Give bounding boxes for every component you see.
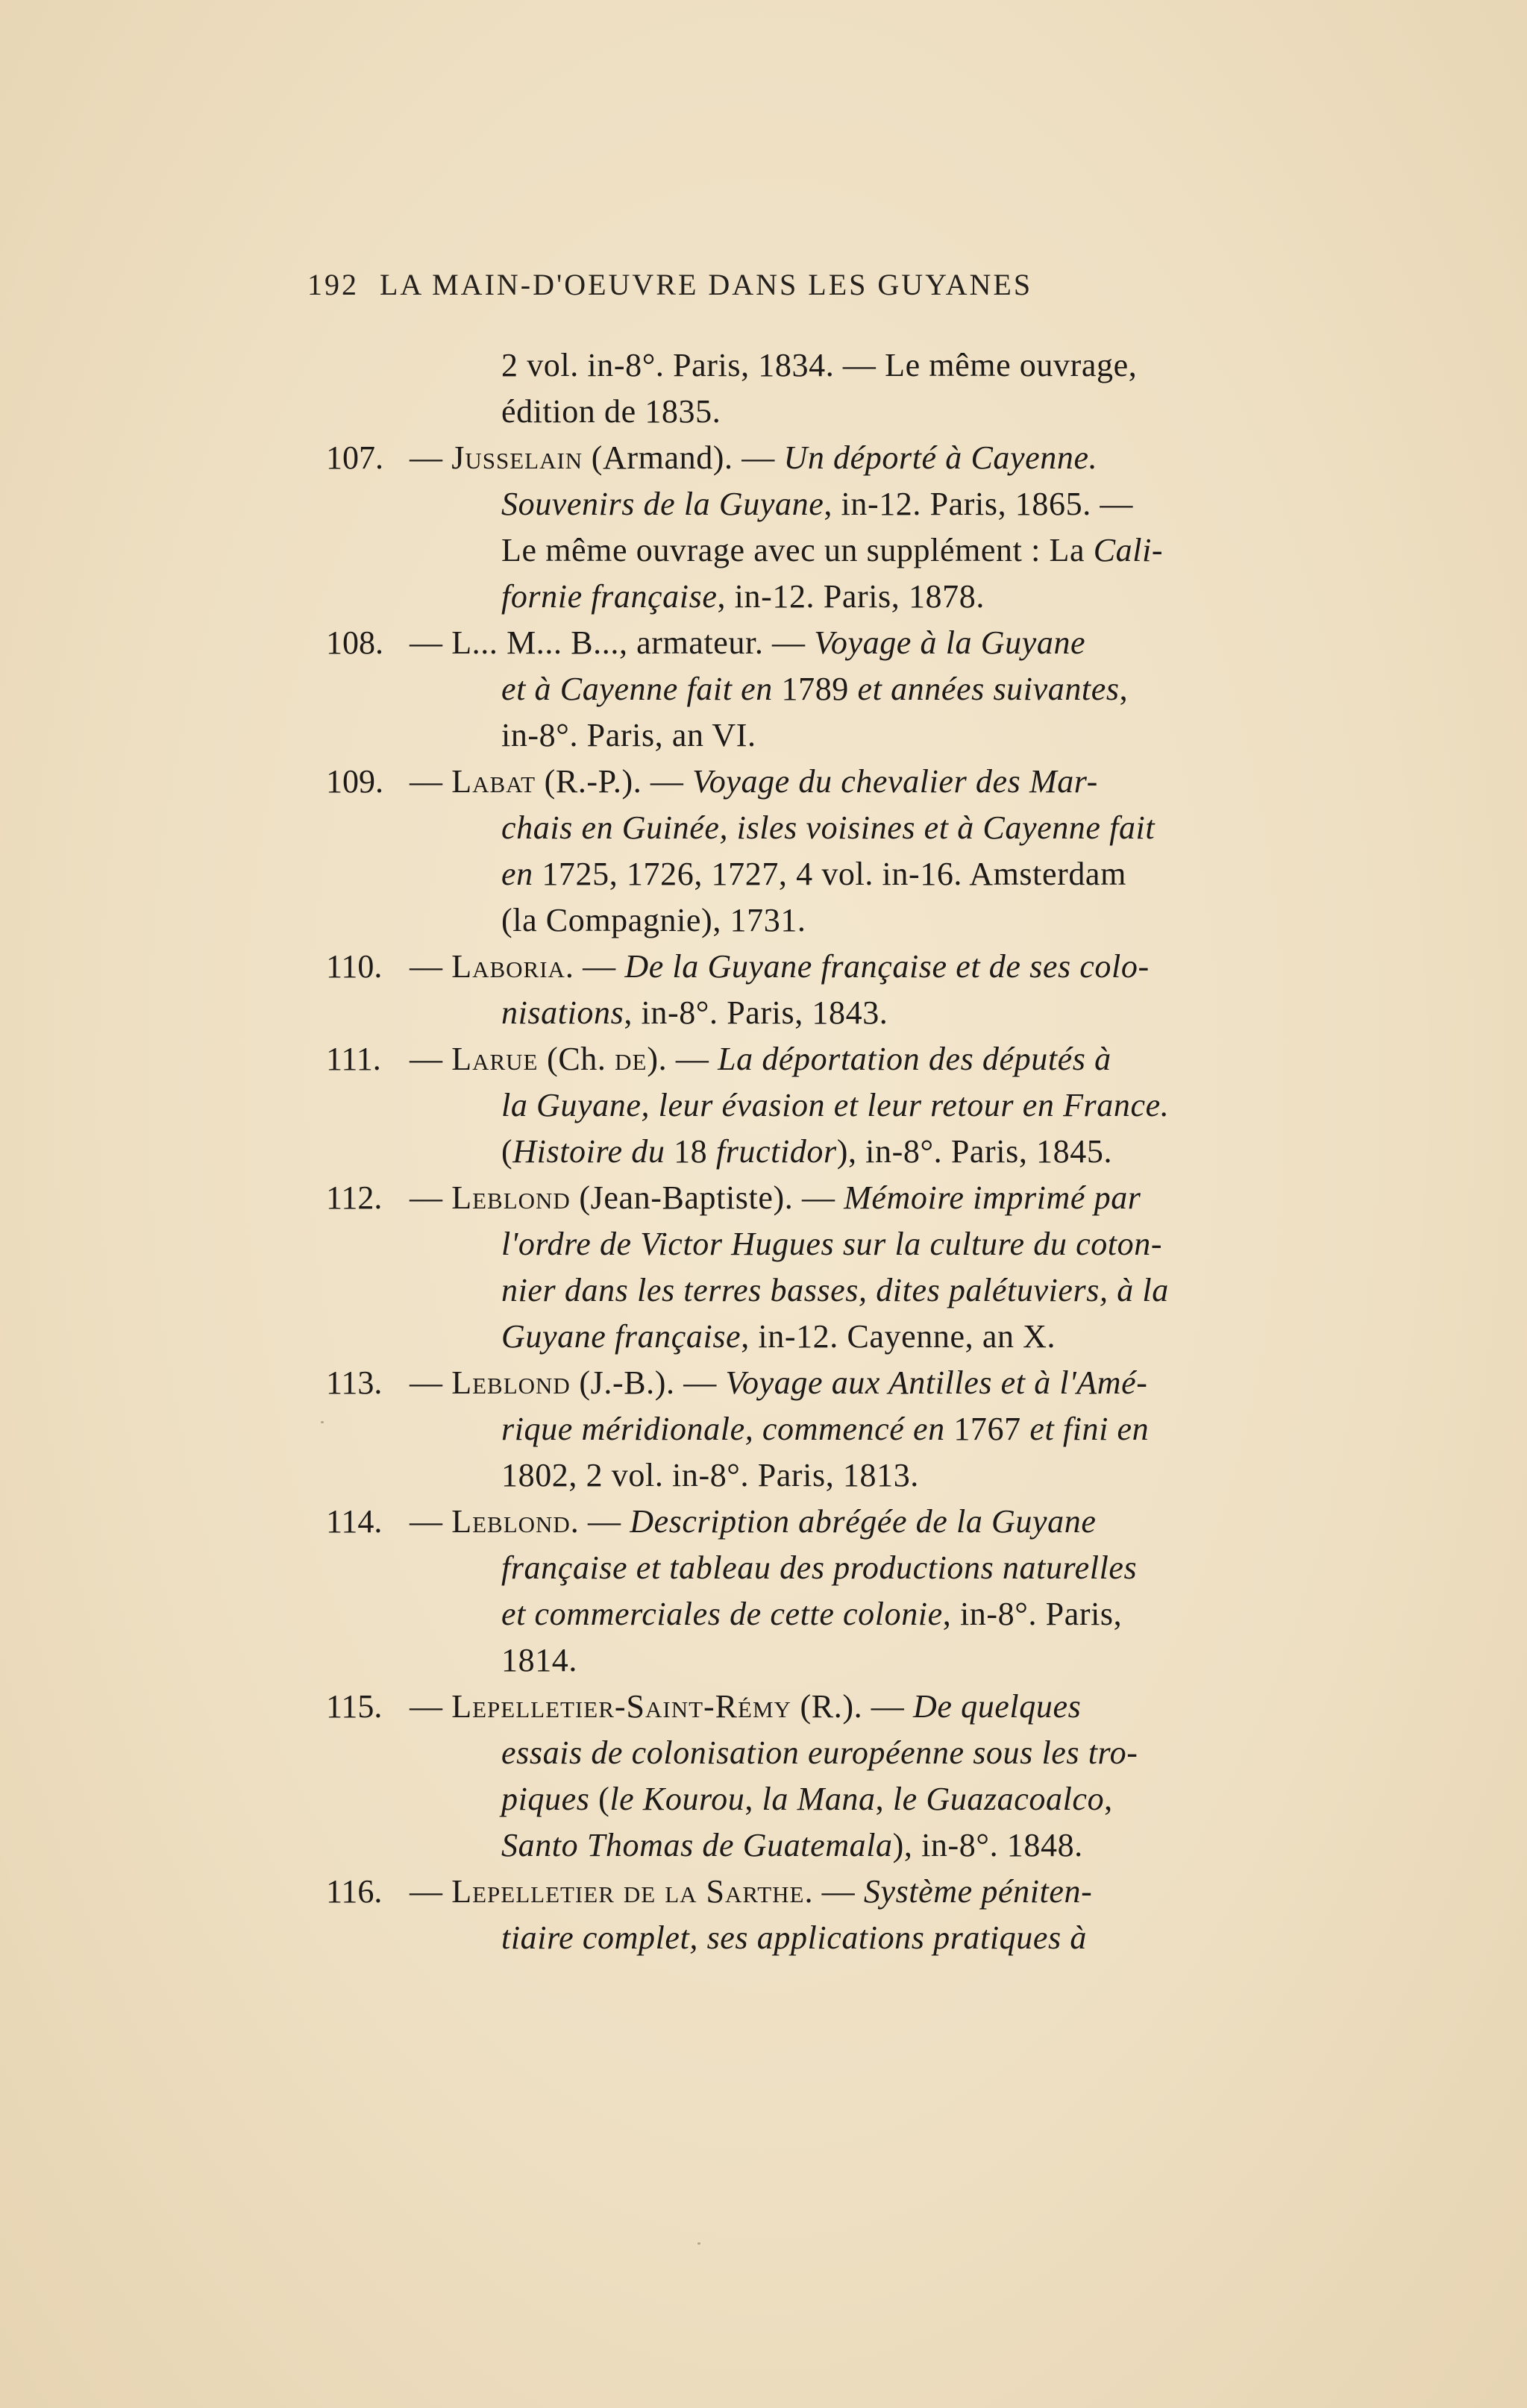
entry-number: 116. bbox=[326, 1873, 383, 1910]
entry-109-line-3: en 1725, 1726, 1727, 4 vol. in-16. Amsterdam bbox=[501, 856, 1126, 892]
entry-111-line-1: — Larue (Ch. de). — La déportation des députés à bbox=[410, 1041, 1111, 1077]
author-name: Lepelletier-Saint-Rémy bbox=[451, 1688, 791, 1725]
continuation-line: édition de 1835. bbox=[501, 393, 721, 430]
paper-speck bbox=[697, 2242, 700, 2245]
entry-114-line-1: — Leblond. — Description abrégée de la Guyane bbox=[410, 1503, 1097, 1540]
entry-112-line-4: Guyane française, in-12. Cayenne, an X. bbox=[501, 1318, 1056, 1355]
entry-number: 110. bbox=[326, 948, 383, 985]
entry-113-line-1: — Leblond (J.-B.). — Voyage aux Antilles et à l'Amé- bbox=[410, 1364, 1148, 1401]
running-title: LA MAIN-D'OEUVRE DANS LES GUYANES bbox=[380, 268, 1033, 301]
entry-number: 108. bbox=[326, 624, 383, 661]
entry-108-line-1: — L... M... B..., armateur. — Voyage à la Guyane bbox=[410, 624, 1086, 661]
entry-110-line-1: — Laboria. — De la Guyane française et de ses colo- bbox=[410, 948, 1150, 985]
entry-109-line-4: (la Compagnie), 1731. bbox=[501, 902, 806, 938]
entry-115-line-3: piques (le Kourou, la Mana, le Guazacoalco, bbox=[501, 1781, 1113, 1817]
entry-107-line-4: fornie française, in-12. Paris, 1878. bbox=[501, 578, 985, 615]
entry-number: 112. bbox=[326, 1179, 383, 1216]
running-head bbox=[307, 267, 1270, 302]
entry-114-line-2: française et tableau des productions naturelles bbox=[501, 1549, 1138, 1586]
author-name: Lepelletier de la Sarthe bbox=[451, 1873, 805, 1910]
entry-number: 111. bbox=[326, 1041, 381, 1077]
entry-111-line-2: la Guyane, leur évasion et leur retour en France. bbox=[501, 1087, 1170, 1123]
author-name: Leblond bbox=[451, 1179, 571, 1216]
continuation-line: 2 vol. in-8°. Paris, 1834. — Le même ouvrage, bbox=[501, 347, 1138, 383]
entry-114-line-3: et commerciales de cette colonie, in-8°. Paris, bbox=[501, 1596, 1123, 1632]
author-name: Labat bbox=[451, 763, 536, 800]
entry-109-line-2: chais en Guinée, isles voisines et à Cayenne fait bbox=[501, 809, 1156, 846]
entry-108-line-3: in-8°. Paris, an VI. bbox=[501, 717, 756, 753]
entry-113-line-2: rique méridionale, commencé en 1767 et fini en bbox=[501, 1411, 1150, 1447]
work-title: Un déporté à Cayenne. bbox=[783, 439, 1098, 476]
entry-107-line-2: Souvenirs de la Guyane, in-12. Paris, 1865. — bbox=[501, 486, 1134, 522]
entry-107-line-1: — Jusselain (Armand). — Un déporté à Cayenne. bbox=[410, 439, 1098, 476]
entry-110-line-2: nisations, in-8°. Paris, 1843. bbox=[501, 994, 888, 1031]
entry-number: 113. bbox=[326, 1364, 383, 1401]
entry-109-line-1: — Labat (R.-P.). — Voyage du chevalier des Mar- bbox=[410, 763, 1098, 800]
entry-112-line-3: nier dans les terres basses, dites palétuviers, à la bbox=[501, 1272, 1169, 1308]
entry-number: 107. bbox=[326, 439, 383, 476]
entry-number: 114. bbox=[326, 1503, 383, 1540]
entry-107-line-3: Le même ouvrage avec un supplément : La Cali- bbox=[501, 532, 1164, 568]
author-name: Laboria bbox=[451, 948, 565, 985]
entry-number: 109. bbox=[326, 763, 383, 800]
entry-number: 115. bbox=[326, 1688, 383, 1725]
entry-115-line-1: — Lepelletier-Saint-Rémy (R.). — De quelques bbox=[410, 1688, 1082, 1725]
entry-108-line-2: et à Cayenne fait en 1789 et années suivantes, bbox=[501, 671, 1129, 707]
entry-113-line-3: 1802, 2 vol. in-8°. Paris, 1813. bbox=[501, 1457, 919, 1493]
entry-111-line-3: (Histoire du 18 fructidor), in-8°. Paris, 1845. bbox=[501, 1133, 1113, 1170]
author-name: Larue bbox=[451, 1041, 539, 1077]
author-name: Leblond bbox=[451, 1364, 571, 1401]
entry-116-line-1: — Lepelletier de la Sarthe. — Système péniten- bbox=[410, 1873, 1093, 1910]
entry-116-line-2: tiaire complet, ses applications pratiques à bbox=[501, 1919, 1087, 1956]
author-name: Leblond bbox=[451, 1503, 571, 1540]
entry-115-line-2: essais de colonisation européenne sous les tro- bbox=[501, 1734, 1138, 1771]
author-name: Jusselain bbox=[451, 439, 583, 476]
paper-speck bbox=[321, 1421, 324, 1423]
page-number: 192 bbox=[307, 268, 359, 301]
entry-112-line-1: — Leblond (Jean-Baptiste). — Mémoire imprimé par bbox=[410, 1179, 1141, 1216]
entry-114-line-4: 1814. bbox=[501, 1642, 577, 1678]
entry-115-line-4: Santo Thomas de Guatemala), in-8°. 1848. bbox=[501, 1827, 1083, 1863]
entry-112-line-2: l'ordre de Victor Hugues sur la culture du coton- bbox=[501, 1226, 1163, 1262]
